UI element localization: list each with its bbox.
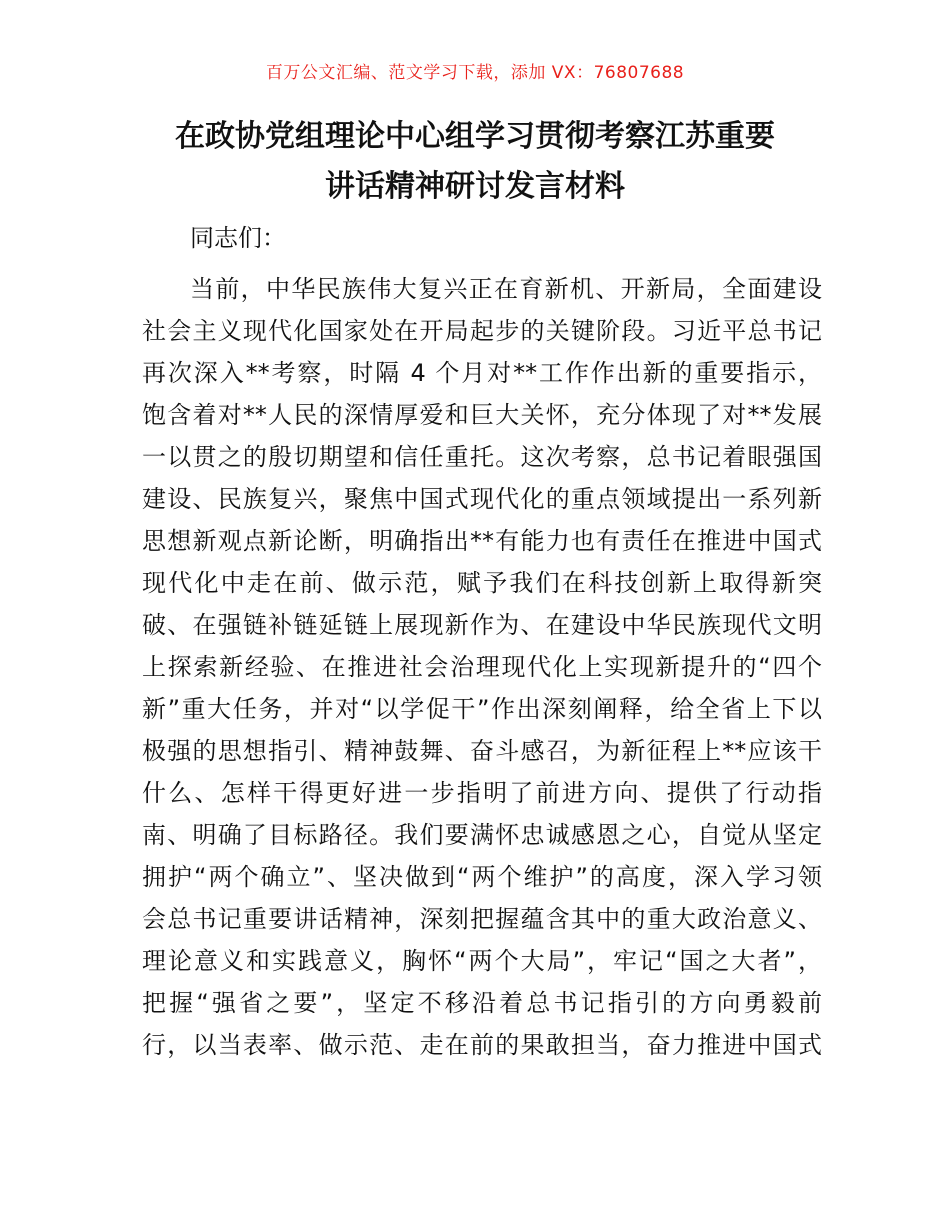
body-line: 极强的思想指引、精神鼓舞、奋斗感召，为新征程上**应该干 xyxy=(142,737,822,765)
title-line: 讲话精神研讨发言材料 xyxy=(325,169,625,204)
body-line: 把握“强省之要”，坚定不移沿着总书记指引的方向勇毅前 xyxy=(142,989,822,1017)
body-line: 理论意义和实践意义，胸怀“两个大局”，牢记“国之大者”， xyxy=(142,947,822,975)
body-line: 现代化中走在前、做示范，赋予我们在科技创新上取得新突 xyxy=(142,569,822,597)
body-line: 上探索新经验、在推进社会治理现代化上实现新提升的“四个 xyxy=(142,653,822,681)
body-line: 行，以当表率、做示范、走在前的果敢担当，奋力推进中国式 xyxy=(142,1031,822,1059)
document-title xyxy=(60,112,890,212)
body-line: 再次深入**考察，时隔 4 个月对**工作作出新的重要指示， xyxy=(142,359,822,387)
body-line: 建设、民族复兴，聚焦中国式现代化的重点领域提出一系列新 xyxy=(142,485,822,513)
body-line: 拥护“两个确立”、坚决做到“两个维护”的高度，深入学习领 xyxy=(142,863,822,891)
salutation: 同志们： xyxy=(190,224,286,252)
body-line: 社会主义现代化国家处在开局起步的关键阶段。习近平总书记 xyxy=(142,317,822,345)
title-line: 在政协党组理论中心组学习贯彻考察江苏重要 xyxy=(175,119,775,154)
body-line: 饱含着对**人民的深情厚爱和巨大关怀，充分体现了对**发展 xyxy=(142,401,822,429)
body-line: 新”重大任务，并对“以学促干”作出深刻阐释，给全省上下以 xyxy=(142,695,822,723)
body-line: 会总书记重要讲话精神，深刻把握蕴含其中的重大政治意义、 xyxy=(142,905,822,933)
body-line: 破、在强链补链延链上展现新作为、在建设中华民族现代文明 xyxy=(142,611,822,639)
body-line: 南、明确了目标路径。我们要满怀忠诚感恩之心，自觉从坚定 xyxy=(142,821,822,849)
body-line: 什么、怎样干得更好进一步指明了前进方向、提供了行动指 xyxy=(142,779,822,807)
body-line: 一以贯之的殷切期望和信任重托。这次考察，总书记着眼强国 xyxy=(142,443,822,471)
header-banner: 百万公文汇编、范文学习下载，添加 VX：76807688 xyxy=(265,63,685,83)
body-line: 当前，中华民族伟大复兴正在育新机、开新局，全面建设 xyxy=(190,275,822,303)
body-paragraph xyxy=(142,268,822,1066)
body-line: 思想新观点新论断，明确指出**有能力也有责任在推进中国式 xyxy=(142,527,822,555)
